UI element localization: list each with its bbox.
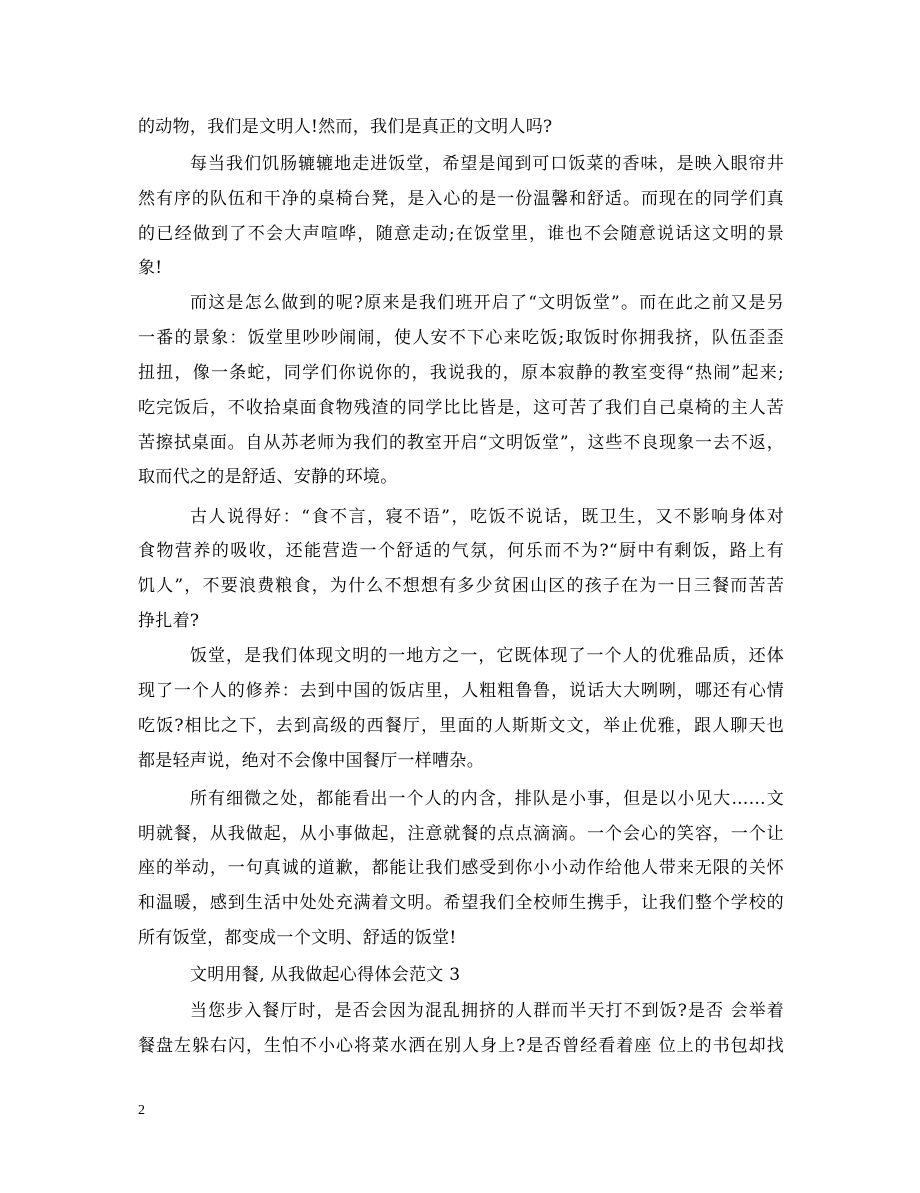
paragraph-line: 食物营养的吸收，还能营造一个舒适的气氛，何乐而不为?“厨中有剩饭，路上有 <box>138 541 784 561</box>
paragraph-line: 饭堂，是我们体现文明的一地方之一，它既体现了一个人的优雅品质，还体 <box>190 646 784 666</box>
paragraph-line: 所有细微之处，都能看出一个人的内含，排队是小事，但是以小见大……文 <box>190 789 784 809</box>
paragraph-line: 象! <box>138 258 163 278</box>
paragraph-line: 然有序的队伍和干净的桌椅台凳，是入心的是一份温馨和舒适。而现在的同学们真 <box>138 189 784 209</box>
paragraph-line: 饥人”，不要浪费粮食，为什么不想想有多少贫困山区的孩子在为一日三餐而苦苦 <box>138 576 784 596</box>
paragraph-line: 餐盘左躲右闪，生怕不小心将菜水洒在别人身上?是否曾经看着座 位上的书包却找 <box>138 1036 784 1056</box>
paragraph-line: 挣扎着? <box>138 611 200 631</box>
paragraph-line: 每当我们饥肠辘辘地走进饭堂，希望是闻到可口饭菜的香味，是映入眼帘井 <box>190 154 784 174</box>
paragraph-line: 座的举动，一句真诚的道歉，都能让我们感受到你小小动作给他人带来无限的关怀 <box>138 858 784 878</box>
paragraph-line: 苦擦拭桌面。自从苏老师为我们的教室开启“文明饭堂”，这些不良现象一去不返， <box>138 433 784 453</box>
paragraph-line: 当您步入餐厅时，是否会因为混乱拥挤的人群而半天打不到饭?是否 会举着 <box>190 1001 784 1021</box>
paragraph-line: 和温暖，感到生活中处处充满着文明。希望我们全校师生携手，让我们整个学校的 <box>138 893 784 913</box>
page-number: 2 <box>138 1103 145 1118</box>
paragraph-line: 的已经做到了不会大声喧哗，随意走动;在饭堂里，谁也不会随意说话这文明的景 <box>138 224 784 244</box>
paragraph-line: 吃饭?相比之下，去到高级的西餐厅，里面的人斯斯文文，举止优雅，跟人聊天也 <box>138 716 784 736</box>
paragraph-line: 而这是怎么做到的呢?原来是我们班开启了“文明饭堂”。而在此之前又是另 <box>190 293 784 313</box>
paragraph-line: 现了一个人的修养：去到中国的饭店里，人粗粗鲁鲁，说话大大咧咧，哪还有心情 <box>138 681 784 701</box>
section-heading: 文明用餐, 从我做起心得体会范文 3 <box>190 965 461 985</box>
paragraph-line: 古人说得好：“食不言，寝不语”，吃饭不说话，既卫生，又不影响身体对 <box>190 507 784 527</box>
paragraph-line: 都是轻声说，绝对不会像中国餐厅一样嘈杂。 <box>138 751 484 771</box>
paragraph-line: 吃完饭后，不收拾桌面食物残渣的同学比比皆是，这可苦了我们自己桌椅的主人苦 <box>138 398 784 418</box>
paragraph-line: 一番的景象：饭堂里吵吵闹闹，使人安不下心来吃饭;取饭时你拥我挤，队伍歪歪 <box>138 328 784 348</box>
paragraph-line: 扭扭，像一条蛇，同学们你说你的，我说我的，原本寂静的教室变得“热闹”起来; <box>138 363 784 383</box>
paragraph-line: 取而代之的是舒适、安静的环境。 <box>138 467 398 487</box>
paragraph-line: 明就餐，从我做起，从小事做起，注意就餐的点点滴滴。一个会心的笑容，一个让 <box>138 824 784 844</box>
paragraph-line: 的动物，我们是文明人!然而，我们是真正的文明人吗? <box>138 117 553 137</box>
paragraph-line: 所有饭堂，都变成一个文明、舒适的饭堂! <box>138 928 457 948</box>
